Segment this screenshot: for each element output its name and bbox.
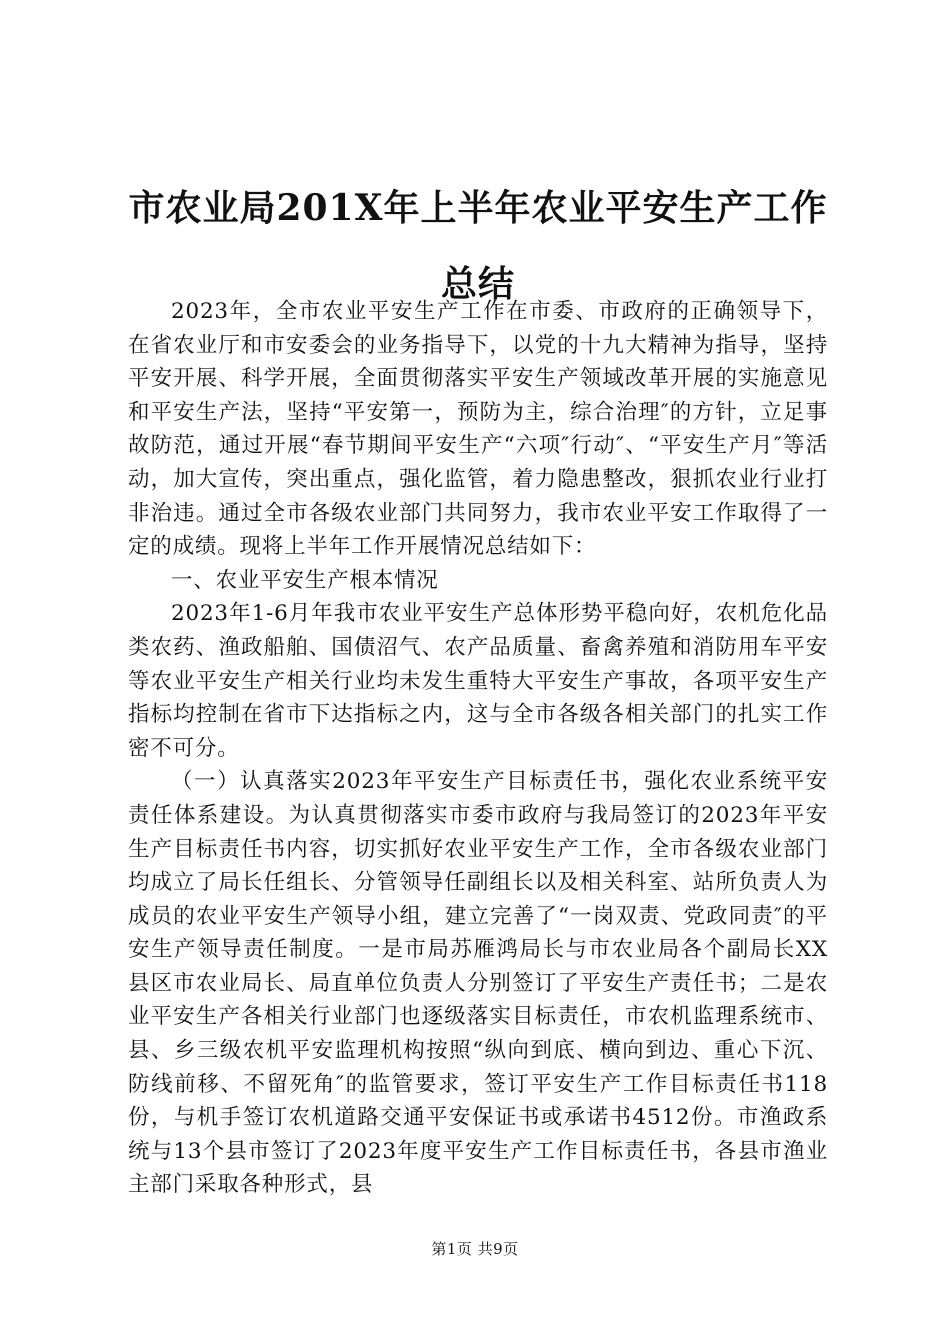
paragraph-overview: 2023年1-6月年我市农业平安生产总体形势平稳向好，农机危化品类农药、渔政船舶、国债沼气、农产品质量、畜禽养殖和消防用车平安等农业平安生产相关行业均未发生重特大平安生产事故，各项平安生产指标均控制在省市下达指标之内，这与全市各级各相关部门的扎实工作密不可分。 <box>128 601 828 761</box>
document-title: 市农业局201X年上半年农业平安生产工作总结 <box>128 187 828 305</box>
document-body <box>128 295 828 1202</box>
section-heading: 一、农业平安生产根本情况 <box>171 567 439 593</box>
paragraph-responsibility: （一）认真落实2023年平安生产目标责任书，强化农业系统平安责任体系建设。为认真贯彻落实市委市政府与我局签订的2023年平安生产目标责任书内容，切实抓好农业平安生产工作，全市各级农业部门均成立了局长任组长、分管领导任副组长以及相关科室、站所负责人为成员的农业平安生产领导小组，建立完善了“一岗双责、党政同责″的平安生产领导责任制度。一是市局苏雁鸿局长与市农业局各个副局长XX县区市农业局长、局直单位负责人分别签订了平安生产责任书；二是农业平安生产各相关行业部门也逐级落实目标责任，市农机监理系统市、县、乡三级农机平安监理机构按照“纵向到底、横向到边、重心下沉、防线前移、不留死角″的监管要求，签订平安生产工作目标责任书118份，与机手签订农机道路交通平安保证书或承诺书4512份。市渔政系统与13个县市签订了2023年度平安生产工作目标责任书，各县市渔业主部门采取各种形式，县 <box>128 769 828 1198</box>
page-number: 第1页 共9页 <box>431 1240 519 1258</box>
paragraph-intro: 2023年，全市农业平安生产工作在市委、市政府的正确领导下，在省农业厅和市安委会的业务指导下，以党的十九大精神为指导，坚持平安开展、科学开展，全面贯彻落实平安生产领域改革开展的实施意见和平安生产法，坚持“平安第一，预防为主，综合治理″的方针，立足事故防范，通过开展“春节期间平安生产“六项″行动″、“平安生产月″等活动，加大宣传，突出重点，强化监管，着力隐患整改，狠抓农业行业打非治违。通过全市各级农业部门共同努力，我市农业平安工作取得了一定的成绩。现将上半年工作开展情况总结如下： <box>128 299 828 560</box>
